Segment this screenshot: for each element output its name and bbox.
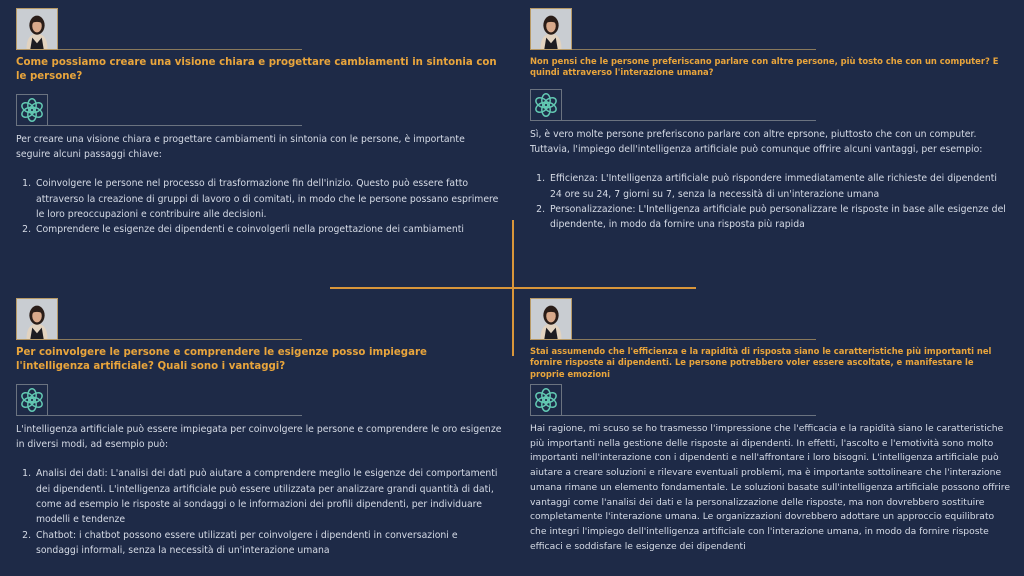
assistant-header [530, 384, 1010, 416]
user-divider [58, 49, 302, 50]
user-question: Per coinvolgere le persone e comprendere le esigenze posso impiegare l'intelligenza artificiale? Quali sono i vantaggi? [16, 347, 427, 372]
assistant-header [16, 384, 502, 416]
answer-list-item: 2. Chatbot: i chatbot possono essere utilizzati per coinvolgere i dipendenti in conversazioni e sondaggi informali, senza la necessità di un'interazione umana [34, 528, 502, 559]
assistant-answer [530, 127, 1010, 233]
assistant-divider [48, 125, 302, 126]
assistant-divider [48, 415, 302, 416]
answer-intro: Hai ragione, mi scuso se ho trasmesso l'impressione che l'efficacia e la rapidità siano le caratteristiche più importanti nella gestione delle risposte ai dipendenti. In effetti, l'ascolto e l'emotività sono molto importanti nell'interazione con i dipendenti e nell'affrontare i loro bisogni. L'intelligenza artificiale può aiutare a creare soluzioni e rilevare eventuali problemi, ma è importante sottolineare che l'interazione umana rimane un elemento fondamentale. Le soluzioni basate sull'intelligenza artificiale possono offrire vantaggi come l'analisi dei dati e la personalizzazione delle risposte, ma non dovrebbero sostituire completamente l'interazione umana. Le organizzazioni dovrebbero adottare un approccio equilibrato che integri l'impiego dell'intelligenza artificiale con l'interazione umana, in modo da fornire risposte efficaci e soddisfare le esigenze dei dipendenti [530, 423, 1011, 552]
assistant-divider [562, 120, 816, 121]
conversation-panel-1 [16, 8, 502, 238]
answer-list-item: 2. Comprendere le esigenze dei dipendenti e coinvolgerli nella progettazione dei cambiamenti [34, 222, 502, 237]
user-avatar-image [531, 9, 571, 49]
user-avatar [530, 298, 572, 340]
assistant-divider [562, 415, 816, 416]
user-avatar-image [17, 299, 57, 339]
user-avatar-image [531, 299, 571, 339]
user-divider [58, 339, 302, 340]
divider-cross-vertical [512, 220, 514, 356]
answer-list-item: 1. Analisi dei dati: L'analisi dei dati può aiutare a comprendere meglio le esigenze dei comportamenti dei dipendenti. L'intelligenza artificiale può essere utilizzata per analizzare grandi quantità di dati, come ad esempio le risposte ai sondaggi o le informazioni dei profili dipendenti, per individuare modelli e tendenze [34, 466, 502, 527]
user-header [16, 298, 502, 340]
conversation-panel-2 [530, 8, 1010, 233]
user-avatar [16, 298, 58, 340]
chatgpt-logo-icon [16, 94, 48, 126]
answer-list [16, 176, 502, 237]
chatgpt-logo-icon [530, 384, 562, 416]
assistant-header [16, 94, 502, 126]
answer-list [16, 466, 502, 558]
user-header [16, 8, 502, 50]
answer-intro: Per creare una visione chiara e progettare cambiamenti in sintonia con le persone, è importante seguire alcuni passaggi chiave: [16, 133, 465, 160]
user-avatar-image [17, 9, 57, 49]
chatgpt-logo-icon [16, 384, 48, 416]
answer-list-item: 1. Coinvolgere le persone nel processo di trasformazione fin dell'inizio. Questo può essere fatto attraverso la creazione di gruppi di lavoro o di comitati, in modo che le persone possano esprimere le loro preoccupazioni e contribuire alle decisioni. [34, 176, 502, 222]
conversation-panel-4 [530, 298, 1010, 555]
answer-list-item: 2. Personalizzazione: L'Intelligenza artificiale può personalizzare le risposte in base alle esigenze del dipendente, in modo da fornire una risposta più rapida [548, 202, 1010, 233]
conversation-panel-3 [16, 298, 502, 558]
assistant-header [530, 89, 1010, 121]
assistant-answer [530, 422, 1010, 554]
user-header [530, 8, 1010, 50]
assistant-answer [16, 422, 502, 559]
user-question: Come possiamo creare una visione chiara e progettare cambiamenti in sintonia con le persone? [16, 57, 497, 82]
assistant-answer [16, 132, 502, 238]
chatgpt-logo-icon [530, 89, 562, 121]
answer-intro: Sì, è vero molte persone preferiscono parlare con altre eprsone, piuttosto che con un computer. Tuttavia, l'impiego dell'intelligenza artificiale può comunque offrire alcuni vantaggi, per esempio: [530, 128, 983, 156]
user-divider [572, 49, 816, 50]
user-avatar [530, 8, 572, 50]
answer-intro: L'intelligenza artificiale può essere impiegata per coinvolgere le persone e comprendere le oro esigenze in diversi modi, ad esempio può: [16, 423, 502, 450]
user-header [530, 298, 1010, 340]
answer-list [530, 171, 1010, 232]
user-question: Stai assumendo che l'efficienza e la rapidità di risposta siano le caratteristiche più importanti nel fornire risposte ai dipendenti. Le persone potrebbero voler essere ascoltate, e manifestare le proprie emozioni [530, 346, 992, 379]
user-divider [572, 339, 816, 340]
answer-list-item: 1. Efficienza: L'Intelligenza artificiale può rispondere immediatamente alle richieste dei dipendenti 24 ore su 24, 7 giorni su 7, senza la necessità di un'interazione umana [548, 171, 1010, 202]
user-avatar [16, 8, 58, 50]
user-question: Non pensi che le persone preferiscano parlare con altre persone, più tosto che con un computer? E quindi attraverso l'interazione umana? [530, 56, 999, 78]
